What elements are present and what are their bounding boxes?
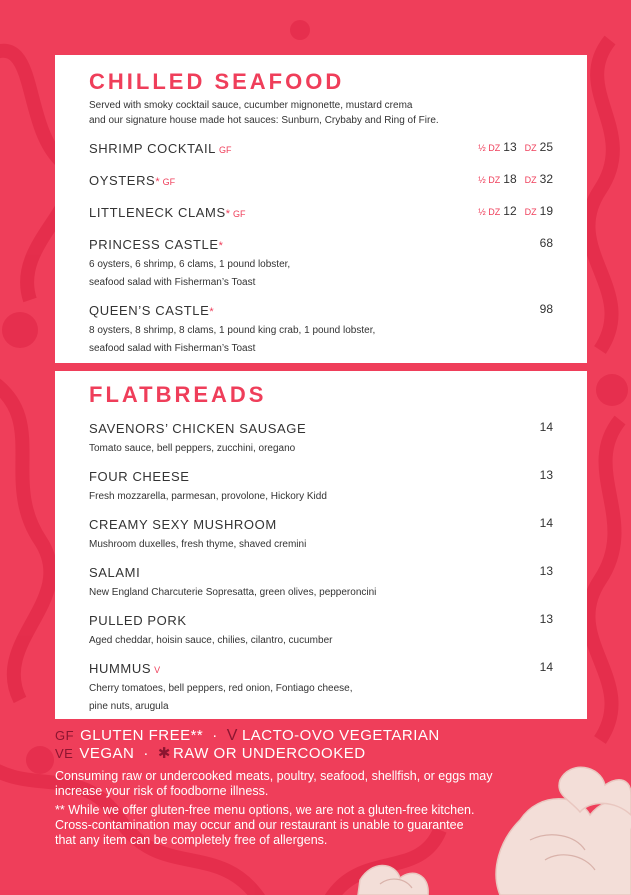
item-description: Cherry tomatoes, bell peppers, red onion, Fontiago cheese, pine nuts, arugula — [89, 683, 353, 712]
item-price: 13 — [539, 612, 553, 626]
item-description: Aged cheddar, hoisin sauce, chilies, cilantro, cucumber — [89, 635, 333, 646]
section-title-chilled-seafood: CHILLED SEAFOOD — [89, 69, 345, 94]
legend-separator: · — [212, 727, 218, 744]
legend-separator: · — [143, 745, 149, 762]
ve-text: VEGAN — [79, 745, 135, 762]
foodborne-illness-note: Consuming raw or undercooked meats, poultry, seafood, shellfish, or eggs may increase your risk of foodborne illness. — [55, 769, 493, 798]
menu-item-creamy-sexy-mushroom: CREAMY SEXY MUSHROOM 14 Mushroom duxelles, fresh thyme, shaved cremini — [89, 516, 553, 554]
gf-mark: GF — [233, 209, 246, 219]
menu-item-pulled-pork: PULLED PORK 13 Aged cheddar, hoisin sauce, chilies, cilantro, cucumber — [89, 612, 553, 650]
v-code: V — [226, 727, 238, 744]
ve-code: VE — [55, 746, 74, 761]
section-title-flatbreads: FLATBREADS — [89, 382, 267, 407]
menu-item-oysters: OYSTERS* GF ½ DZ 18 DZ 32 — [89, 172, 553, 188]
menu-item-shrimp-cocktail: SHRIMP COCKTAIL GF ½ DZ 13 DZ 25 — [89, 140, 553, 156]
item-price: ½ DZ 12 DZ 19 — [478, 204, 553, 218]
gluten-free-note: ** While we offer gluten-free menu options, we are not a gluten-free kitchen. Cross-contamination may occur and our restaurant is unable to guarantee that any item can be completely free of allergens. — [55, 803, 475, 847]
item-description: New England Charcuterie Sopresatta, green olives, pepperoncini — [89, 587, 377, 598]
dietary-legend-line-2 — [55, 745, 595, 763]
flatbreads-card — [55, 371, 587, 719]
v-text: LACTO-OVO VEGETARIAN — [241, 727, 440, 744]
menu-footer — [55, 727, 595, 848]
item-price: 14 — [539, 660, 553, 674]
seafood-intro: Served with smoky cocktail sauce, cucumber mignonette, mustard crema and our signature house made hot sauces: Sunburn, Crybaby and Ring of Fire. — [89, 100, 439, 126]
item-price: ½ DZ 13 DZ 25 — [478, 140, 553, 154]
item-description: Fresh mozzarella, parmesan, provolone, Hickory Kidd — [89, 491, 327, 502]
raw-star: * — [225, 208, 231, 220]
raw-star: * — [209, 306, 214, 318]
item-price: 13 — [539, 564, 553, 578]
menu-item-littleneck-clams: LITTLENECK CLAMS* GF ½ DZ 12 DZ 19 — [89, 204, 553, 220]
gf-mark: GF — [162, 177, 176, 187]
menu-item-hummus: HUMMUS V 14 Cherry tomatoes, bell peppers, red onion, Fontiago cheese, pine nuts, arugula — [89, 660, 553, 716]
item-price: 68 — [539, 236, 553, 250]
raw-asterisk-icon: ✱ — [157, 745, 171, 762]
gf-text: GLUTEN FREE** — [80, 727, 204, 744]
item-price: 14 — [539, 420, 553, 434]
item-price: 13 — [539, 468, 553, 482]
raw-text: RAW OR UNDERCOOKED — [172, 745, 366, 762]
item-price: 14 — [539, 516, 553, 530]
item-price: 98 — [539, 302, 553, 316]
gf-code: GF — [55, 728, 75, 743]
gf-mark: GF — [218, 145, 232, 155]
item-description: Tomato sauce, bell peppers, zucchini, oregano — [89, 443, 296, 454]
menu-item-chicken-sausage: SAVENORS’ CHICKEN SAUSAGE 14 Tomato sauce, bell peppers, zucchini, oregano — [89, 420, 553, 458]
menu-item-four-cheese: FOUR CHEESE 13 Fresh mozzarella, parmesan, provolone, Hickory Kidd — [89, 468, 553, 506]
item-price: ½ DZ 18 DZ 32 — [478, 172, 553, 186]
item-description: Mushroom duxelles, fresh thyme, shaved cremini — [89, 539, 307, 550]
raw-star: * — [218, 240, 223, 252]
vegetarian-mark: V — [154, 665, 161, 675]
menu-item-salami: SALAMI 13 New England Charcuterie Sopresatta, green olives, pepperoncini — [89, 564, 553, 602]
item-description: 6 oysters, 6 shrimp, 6 clams, 1 pound lobster, seafood salad with Fisherman’s Toast — [89, 259, 291, 288]
chilled-seafood-card — [55, 55, 587, 363]
menu-item-queens-castle: QUEEN’S CASTLE* 98 8 oysters, 8 shrimp, 8 clams, 1 pound king crab, 1 pound lobster, seafood salad with Fisherman’s Toast — [89, 302, 553, 358]
item-description: 8 oysters, 8 shrimp, 8 clams, 1 pound king crab, 1 pound lobster, seafood salad with Fisherman’s Toast — [89, 325, 376, 354]
raw-star: * — [155, 176, 160, 188]
dietary-legend-line-1 — [55, 727, 595, 745]
menu-item-princess-castle: PRINCESS CASTLE* 68 6 oysters, 6 shrimp, 6 clams, 1 pound lobster, seafood salad with Fisherman’s Toast — [89, 236, 553, 292]
